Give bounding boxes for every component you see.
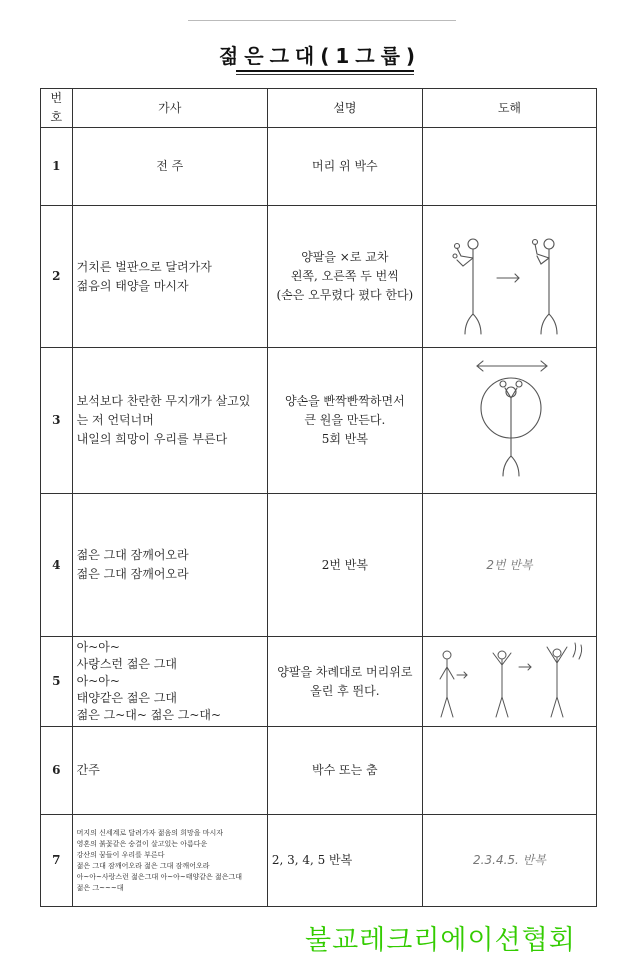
title-underline [236,70,414,72]
row-number: 6 [41,727,73,815]
lyric-line: 내일의 희망이 우리를 부른다 [76,432,228,446]
lyric-line: 머지의 신세계로 달려가자 젊음의 희망을 마시자 [76,828,224,837]
lyric-line: 젊은 그~대~ 젊은 그~대~ [76,708,222,722]
row-number: 7 [41,815,73,907]
choreography-table [40,88,597,907]
lyrics-cell [72,494,267,637]
lyric-line: 전 주 [156,159,184,173]
lyric-line: 간주 [76,763,100,777]
lyrics-cell [72,348,267,494]
lyric-line: 아~아~사랑스런 젊은그대 아~아~태양같은 젊은그대 [76,872,243,881]
table-row [41,637,597,727]
row-number: 3 [41,348,73,494]
table-row [41,815,597,907]
lyric-line: 젊은 그대 잠깨어오라 [76,548,189,562]
lyric-line: 보석보다 찬란한 무지개가 살고있 [76,394,251,408]
description-line: 5회 반복 [321,432,368,446]
row-number: 1 [41,128,73,206]
description-line: 왼쪽, 오른쪽 두 번씩 [290,269,399,283]
lyric-line: 는 저 언덕너머 [76,413,154,427]
description-cell [267,494,422,637]
table-row [41,348,597,494]
figure-cell [422,637,596,727]
description-cell [267,206,422,348]
lyric-line: 젊은 그대 잠깨어오라 젊은 그대 잠깨어오라 [76,861,210,870]
description-cell [267,815,422,907]
lyric-line: 강산의 꿈들이 우리를 부른다 [76,850,165,859]
header-figure: 도해 [422,89,596,128]
description-line: (손은 오무렸다 폈다 한다) [276,288,414,302]
figure-note: 2.3.4.5. 반복 [422,815,596,907]
description-cell [267,128,422,206]
lyrics-cell [72,128,267,206]
figure-cell [422,128,596,206]
description-line: 양팔을 차례대로 머리위로 [277,664,413,679]
lyric-line: 태양같은 젊은 그대 [76,691,178,705]
header-num: 번호 [41,89,73,128]
lyric-line: 사랑스런 젊은 그대 [76,657,178,671]
description-line: 큰 원을 만든다. [304,413,386,427]
figure-cell [422,348,596,494]
table-row [41,727,597,815]
lyrics-cell [72,637,267,727]
description-line: 올린 후 뛴다. [310,683,380,698]
row-number: 5 [41,637,73,727]
header-description: 설명 [267,89,422,128]
description-line: 2, 3, 4, 5 반복 [271,853,353,867]
arms-cross-sketch [427,206,592,347]
figure-cell [422,206,596,348]
organization-name: 불교레크리에이션협회 [305,925,576,956]
description-line: 머리 위 박수 [312,159,378,173]
page-title: 젊은그대(1그룹) [218,44,422,68]
description-cell [267,637,422,727]
lyric-line: 아~아~ [76,640,120,654]
row-number: 4 [41,494,73,637]
lyric-line: 아~아~ [76,674,120,688]
arms-raise-sketch [427,637,592,726]
lyric-line: 거치른 벌판으로 달려가자 [76,259,212,274]
description-line: 2번 반복 [321,557,368,572]
header-lyrics: 가사 [72,89,267,128]
lyrics-cell [72,206,267,348]
description-line: 박수 또는 춤 [312,763,378,777]
table-row [41,128,597,206]
title-underline-thin [236,74,414,75]
description-cell [267,348,422,494]
lyric-line: 젊은 그~~~대 [76,883,124,892]
figure-note: 2번 반복 [422,494,596,637]
lyric-line: 영혼의 붉꽃같은 숭결이 살고있는 아름다운 [76,839,208,848]
header-row [41,89,597,128]
table-row [41,494,597,637]
big-circle-sketch [427,348,592,493]
description-cell [267,727,422,815]
top-rule [188,20,456,21]
figure-cell [422,727,596,815]
lyric-line: 젊음의 태양을 마시자 [76,278,189,293]
description-line: 양팔을 ×로 교차 [301,250,389,264]
lyrics-cell [72,727,267,815]
description-line: 양손을 빤짝빤짝하면서 [284,394,405,408]
lyrics-cell [72,815,267,907]
table-row [41,206,597,348]
row-number: 2 [41,206,73,348]
lyric-line: 젊은 그대 잠깨어오라 [76,567,189,581]
